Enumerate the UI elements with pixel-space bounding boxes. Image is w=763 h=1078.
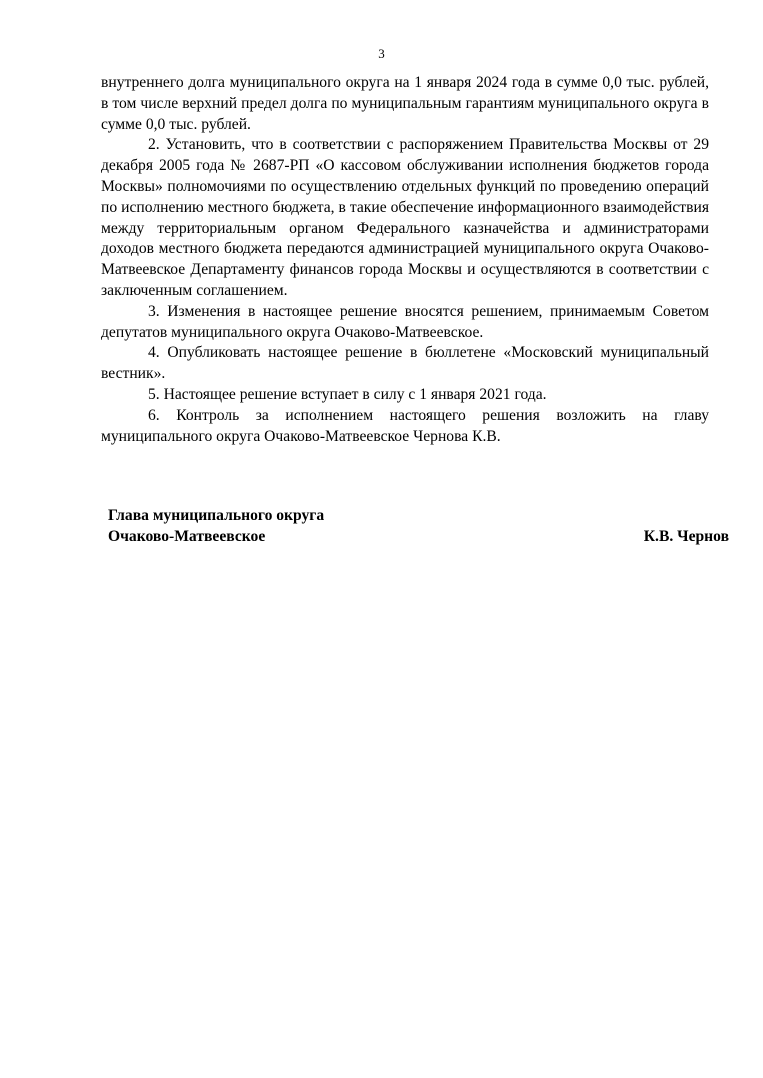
paragraph-item-6: 6. Контроль за исполнением настоящего решения возложить на главу муниципального округа Очаково-Матвеевское Чернова К.В. <box>101 406 709 445</box>
signature-row <box>108 527 729 548</box>
paragraph-item-3: 3. Изменения в настоящее решение вносятся решением, принимаемым Советом депутатов муниципального округа Очаково-Матвеевское. <box>101 302 709 341</box>
document-body <box>101 73 709 447</box>
paragraph-item-2: 2. Установить, что в соответствии с распоряжением Правительства Москвы от 29 декабря 2005 года № 2687-РП «О кассовом обслуживании исполнения бюджетов города Москвы» полномочиями по осуществлению отдельных функций по проведению операций по исполнению местного бюджета, в такие обеспечение информационного взаимодействия между территориальным органом Федерального казначейства и администраторами доходов местного бюджета передаются администрацией муниципального округа Очаково-Матвеевское Департаменту финансов города Москвы и осуществляются в соответствии с заключенным соглашением. <box>101 136 709 299</box>
signatory-name: К.В. Чернов <box>643 527 729 545</box>
page-number: 3 <box>378 46 385 61</box>
paragraph-item-5: 5. Настоящее решение вступает в силу с 1 января 2021 года. <box>148 385 547 403</box>
signature-title-line1: Глава муниципального округа <box>108 507 325 524</box>
signature-block <box>108 506 729 548</box>
paragraph-item-4: 4. Опубликовать настоящее решение в бюллетене «Московский муниципальный вестник». <box>101 344 709 383</box>
paragraph-continuation: внутреннего долга муниципального округа на 1 января 2024 года в сумме 0,0 тыс. рублей, в том числе верхний предел долга по муниципальным гарантиям муниципального округа в сумме 0,0 тыс. рублей. <box>101 74 709 133</box>
signature-title-line2: Очаково-Матвеевское <box>108 527 266 545</box>
